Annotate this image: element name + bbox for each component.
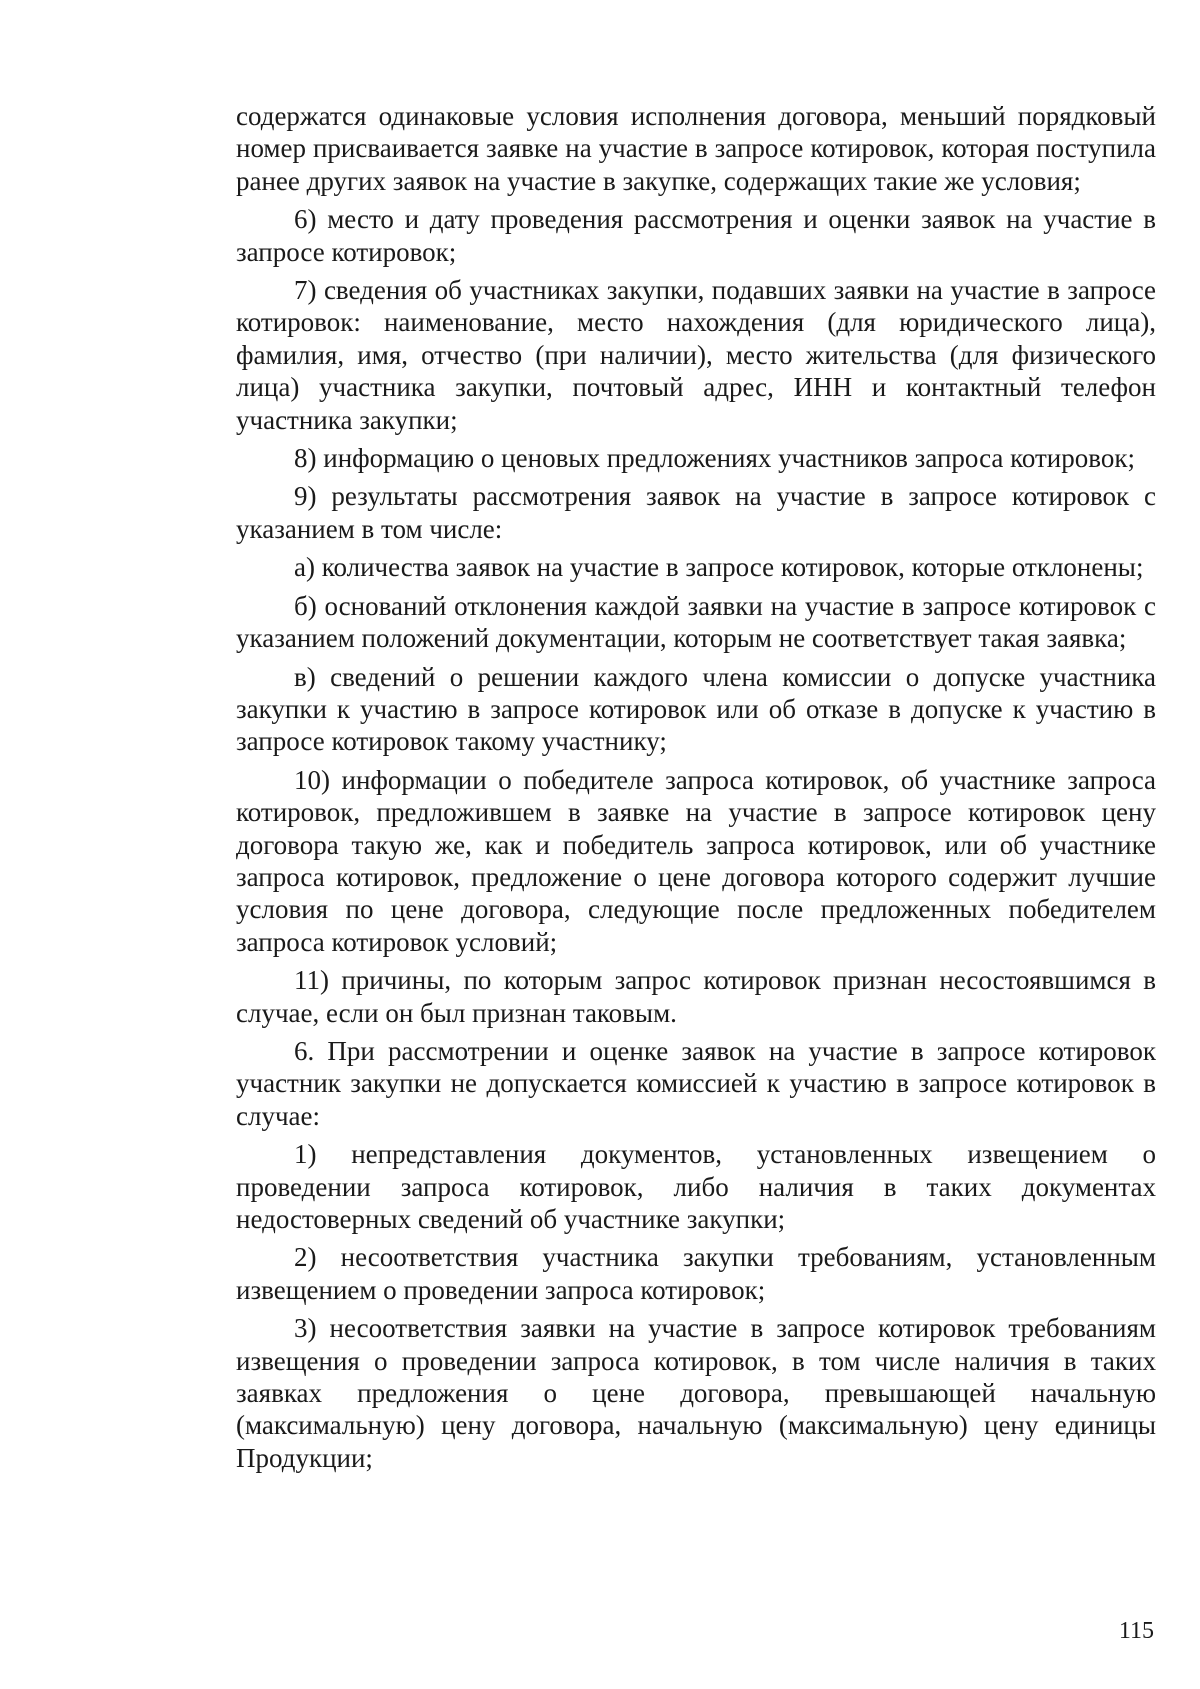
paragraph-item-8: 8) информацию о ценовых предложениях участников запроса котировок; [294, 443, 1135, 474]
paragraph-subitem-b: б) оснований отклонения каждой заявки на участие в запросе котировок с указанием положений документации, которым не соответствует такая заявка; [236, 590, 1156, 654]
paragraph-item-9: 9) результаты рассмотрения заявок на участие в запросе котировок с указанием в том числе: [236, 481, 1156, 544]
page-number: 115 [1118, 1618, 1154, 1644]
paragraph-subitem-v: в) сведений о решении каждого члена комиссии о допуске участника закупки к участию в запросе котировок или об отказе в допуске к участию в запросе котировок такому участнику; [236, 661, 1156, 757]
paragraph-item-11: 11) причины, по которым запрос котировок признан несостоявшимся в случае, если он был признан таковым. [236, 965, 1156, 1028]
paragraph-subitem-a: а) количества заявок на участие в запросе котировок, которые отклонены; [294, 552, 1144, 583]
paragraph-item-10: 10) информации о победителе запроса котировок, об участнике запроса котировок, предложившем в заявке на участие в запросе котировок цену договора такую же, как и победитель запроса котировок, или об участнике запроса котировок, предложение о цене договора которого содержит лучшие условия по цене договора, следующие после предложенных победителем запроса котировок условий; [236, 764, 1156, 957]
paragraph-item-6: 6) место и дату проведения рассмотрения и оценки заявок на участие в запросе котировок; [236, 204, 1156, 267]
paragraph-section-6-item-3: 3) несоответствия заявки на участие в запросе котировок требованиям извещения о проведении запроса котировок, в том числе наличия в таких заявках предложения о цене договора, превышающей начальную (максимальную) цену договора, начальную (максимальную) цену единицы Продукции; [236, 1313, 1156, 1473]
paragraph-section-6: 6. При рассмотрении и оценке заявок на участие в запросе котировок участник закупки не допускается комиссией к участию в запросе котировок в случае: [236, 1035, 1156, 1131]
paragraph-continuation: содержатся одинаковые условия исполнения договора, меньший порядковый номер присваивается заявке на участие в запросе котировок, которая поступила ранее других заявок на участие в закупке, содержащих такие же условия; [236, 101, 1156, 196]
paragraph-section-6-item-1: 1) непредставления документов, установленных извещением о проведении запроса котировок, либо наличия в таких документах недостоверных сведений об участнике закупки; [236, 1139, 1156, 1234]
document-body [236, 100, 1156, 1480]
paragraph-item-7: 7) сведения об участниках закупки, подавших заявки на участие в запросе котировок: наименование, место нахождения (для юридического лица), фамилия, имя, отчество (при наличии), место жительства (для физического лица) участника закупки, почтовый адрес, ИНН и контактный телефон участника закупки; [236, 275, 1156, 435]
paragraph-section-6-item-2: 2) несоответствия участника закупки требованиям, установленным извещением о проведении запроса котировок; [236, 1242, 1156, 1305]
